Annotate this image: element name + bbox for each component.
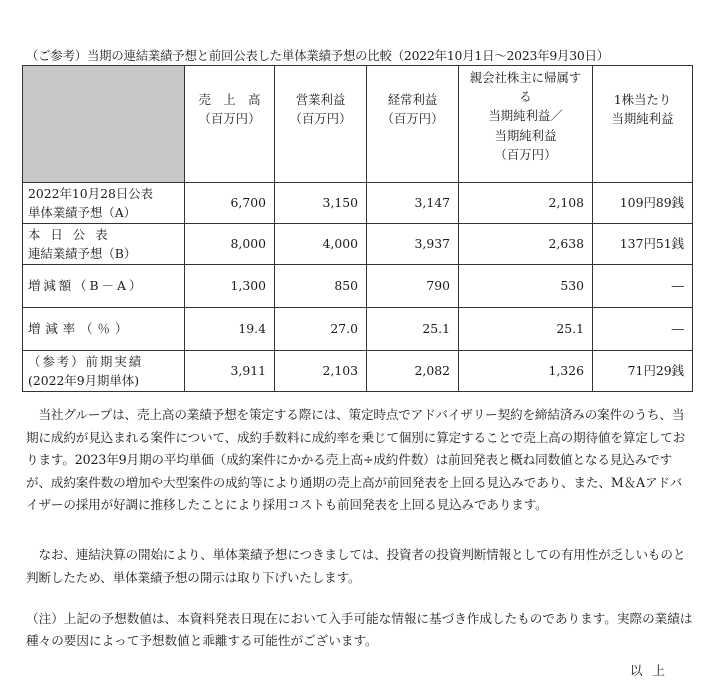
row-label: （参考）前期実績 (2022年9月期単体)	[23, 351, 185, 392]
cell-operating-profit: 2,103	[275, 351, 367, 392]
cell-ordinary-profit: 2,082	[367, 351, 459, 392]
table-header-row	[23, 66, 693, 183]
header-corner-cell	[23, 66, 185, 183]
cell-ordinary-profit: 3,937	[367, 224, 459, 265]
header-operating-profit: 営業利益 （百万円）	[275, 66, 367, 183]
cell-net-income: 2,108	[459, 183, 593, 224]
cell-net-income: 2,638	[459, 224, 593, 265]
cell-net-income: 530	[459, 265, 593, 308]
cell-ordinary-profit: 790	[367, 265, 459, 308]
table-row	[23, 351, 693, 392]
closing-mark: 以上	[629, 663, 675, 678]
header-net-income: 親会社株主に帰属する 当期純利益／ 当期純利益 （百万円）	[459, 66, 593, 183]
cell-net-sales: 3,911	[185, 351, 275, 392]
row-label: 2022年10月28日公表 単体業績予想（A）	[23, 183, 185, 224]
explanation-paragraph: 当社グループは、売上高の業績予想を策定する際には、策定時点でアドバイザリー契約を締結済みの案件のうち、当期に成約が見込まれる案件について、成約手数料に成約率を乗じて個別に算定することで売上高の期待値を算定しております。2023年9月期の平均単価（成約案件にかかる売上高÷成約件数）は前回発表と概ね同数値となる見込みですが、成約案件数の増加や大型案件の成約等により通期の売上高が前回発表を上回る見込みであり、また、M＆Aアドバイザーの採用が好調に推移したことにより採用コストも前回発表を上回る見込みであります。	[26, 407, 686, 512]
table-row	[23, 183, 693, 224]
header-eps: 1株当たり 当期純利益	[593, 66, 693, 183]
row-label: 増減率（％）	[23, 308, 185, 351]
table-caption: （ご参考）当期の連結業績予想と前回公表した単体業績予想の比較（2022年10月1日～2023年9月30日）	[26, 48, 610, 63]
header-ordinary-profit: 経常利益 （百万円）	[367, 66, 459, 183]
cell-net-income: 25.1	[459, 308, 593, 351]
cell-net-sales: 8,000	[185, 224, 275, 265]
cell-ordinary-profit: 25.1	[367, 308, 459, 351]
forecast-comparison-table	[22, 65, 693, 392]
cell-operating-profit: 3,150	[275, 183, 367, 224]
cell-eps: ―	[593, 308, 693, 351]
row-label: 本日公表 連結業績予想（B）	[23, 224, 185, 265]
row-label: 増減額（B－A）	[23, 265, 185, 308]
cell-net-sales: 6,700	[185, 183, 275, 224]
cell-eps: 109円89銭	[593, 183, 693, 224]
cell-net-sales: 19.4	[185, 308, 275, 351]
cell-net-income: 1,326	[459, 351, 593, 392]
cell-ordinary-profit: 3,147	[367, 183, 459, 224]
cell-eps: 71円29銭	[593, 351, 693, 392]
table-row	[23, 308, 693, 351]
cell-eps: ―	[593, 265, 693, 308]
cell-operating-profit: 850	[275, 265, 367, 308]
cell-net-sales: 1,300	[185, 265, 275, 308]
cell-eps: 137円51銭	[593, 224, 693, 265]
header-net-sales: 売 上 高 （百万円）	[185, 66, 275, 183]
table-row	[23, 224, 693, 265]
cell-operating-profit: 4,000	[275, 224, 367, 265]
withdrawal-paragraph: なお、連結決算の開始により、単体業績予想につきましては、投資者の投資判断情報としての有用性が乏しいものと判断したため、単体業績予想の開示は取り下げいたします。	[26, 547, 686, 585]
table-row	[23, 265, 693, 308]
cell-operating-profit: 27.0	[275, 308, 367, 351]
disclaimer-note: （注）上記の予想数値は、本資料発表日現在において入手可能な情報に基づき作成したものであります。実際の業績は種々の要因によって予想数値と乖離する可能性がございます。	[26, 611, 693, 648]
